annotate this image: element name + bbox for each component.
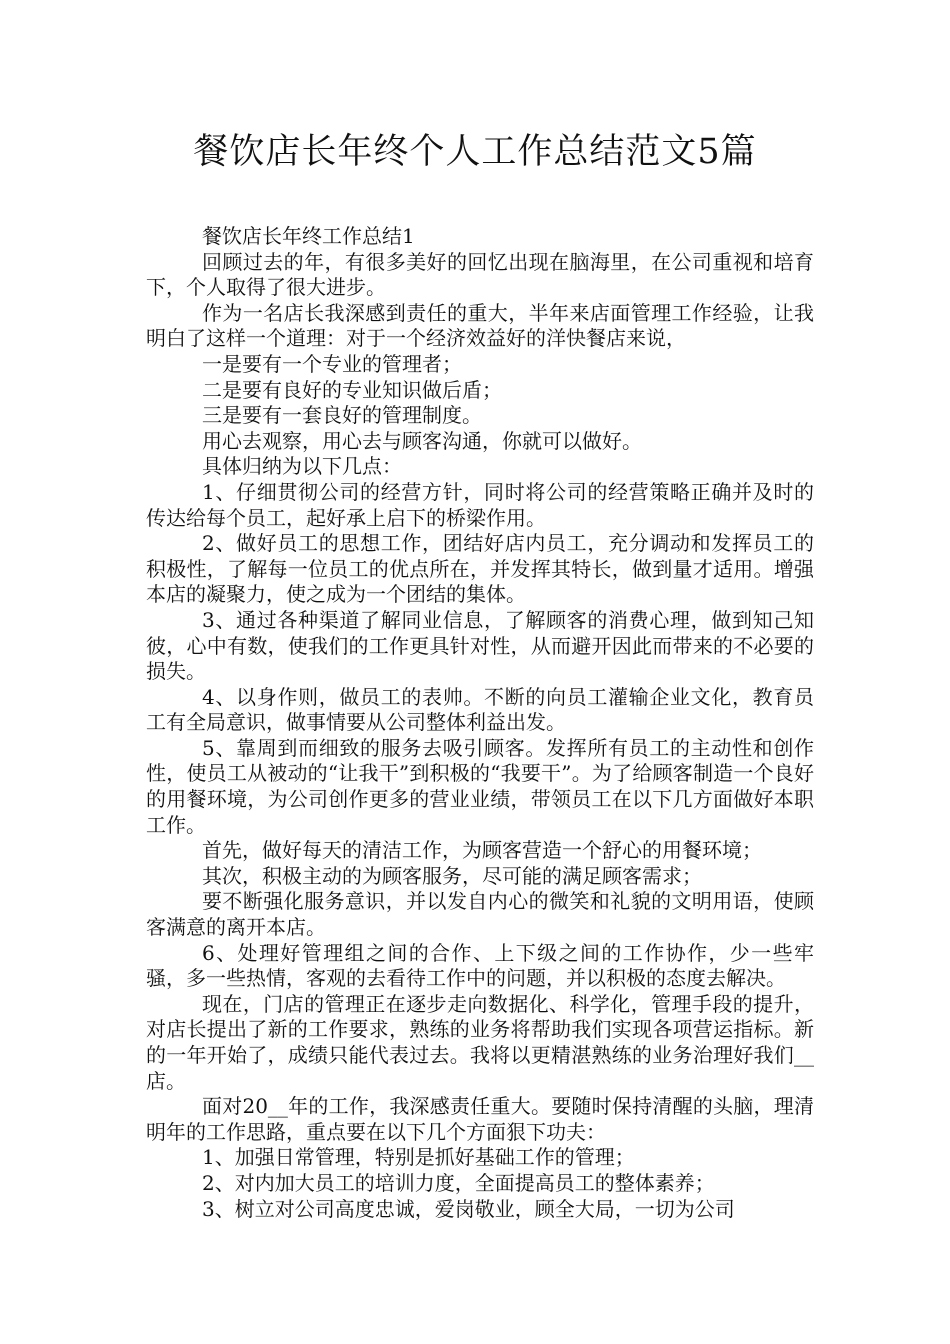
list-item: 6、处理好管理组之间的合作、上下级之间的工作协作，少一些牢骚，多一些热情，客观的去看待工作中的问题，并以积极的态度去解决。: [146, 940, 814, 991]
paragraph: 其次，积极主动的为顾客服务，尽可能的满足顾客需求；: [202, 863, 702, 888]
list-item: 2、做好员工的思想工作，团结好店内员工，充分调动和发挥员工的积极性，了解每一位员工的优点所在，并发挥其特长，做到量才适用。增强本店的凝聚力，使之成为一个团结的集体。: [146, 531, 814, 607]
paragraph: 一是要有一个专业的管理者；: [202, 351, 462, 376]
document-title: 餐饮店长年终个人工作总结范文5篇: [193, 132, 757, 172]
document-body: [146, 224, 814, 1222]
paragraph: 面对20__年的工作，我深感责任重大。要随时保持清醒的头脑，理清明年的工作思路，重点要在以下几个方面狠下功夫：: [146, 1094, 814, 1144]
list-item: 1、仔细贯彻公司的经营方针，同时将公司的经营策略正确并及时的传达给每个员工，起好承上启下的桥梁作用。: [146, 479, 814, 530]
paragraph: 用心去观察，用心去与顾客沟通，你就可以做好。: [202, 428, 642, 453]
paragraph: 要不断强化服务意识，并以发自内心的微笑和礼貌的文明用语，使顾客满意的离开本店。: [146, 889, 814, 940]
list-item: 1、加强日常管理，特别是抓好基础工作的管理；: [202, 1145, 635, 1170]
list-item: 3、通过各种渠道了解同业信息，了解顾客的消费心理，做到知己知彼，心中有数，使我们的工作更具针对性，从而避开因此而带来的不必要的损失。: [146, 607, 814, 684]
list-item: 5、靠周到而细致的服务去吸引顾客。发挥所有员工的主动性和创作性，使员工从被动的“让我干”到积极的“我要干”。为了给顾客制造一个良好的用餐环境，为公司创作更多的营业业绩，带领员工在以下几方面做好本职工作。: [146, 735, 814, 837]
paragraph: 二是要有良好的专业知识做后盾；: [202, 377, 502, 402]
list-item: 4、以身作则，做员工的表帅。不断的向员工灌输企业文化，教育员工有全局意识，做事情要从公司整体利益出发。: [146, 684, 814, 735]
list-item: 3、树立对公司高度忠诚，爱岗敬业，顾全大局，一切为公司: [202, 1196, 735, 1221]
paragraph: 三是要有一套良好的管理制度。: [202, 403, 482, 428]
paragraph: 作为一名店长我深感到责任的重大，半年来店面管理工作经验，让我明白了这样一个道理：对于一个经济效益好的洋快餐店来说，: [146, 300, 814, 351]
paragraph: 回顾过去的年，有很多美好的回忆出现在脑海里，在公司重视和培育下，个人取得了很大进步。: [146, 249, 814, 300]
section-heading: 餐饮店长年终工作总结1: [202, 224, 415, 248]
paragraph: 具体归纳为以下几点：: [202, 454, 402, 479]
paragraph: 首先，做好每天的清洁工作，为顾客营造一个舒心的用餐环境；: [202, 838, 762, 863]
paragraph: 现在，门店的管理正在逐步走向数据化、科学化，管理手段的提升，对店长提出了新的工作要求，熟练的业务将帮助我们实现各项营运指标。新的一年开始了，成绩只能代表过去。我将以更精湛熟练的业务治理好我们__店。: [146, 991, 814, 1093]
list-item: 2、对内加大员工的培训力度，全面提高员工的整体素养；: [202, 1170, 715, 1195]
